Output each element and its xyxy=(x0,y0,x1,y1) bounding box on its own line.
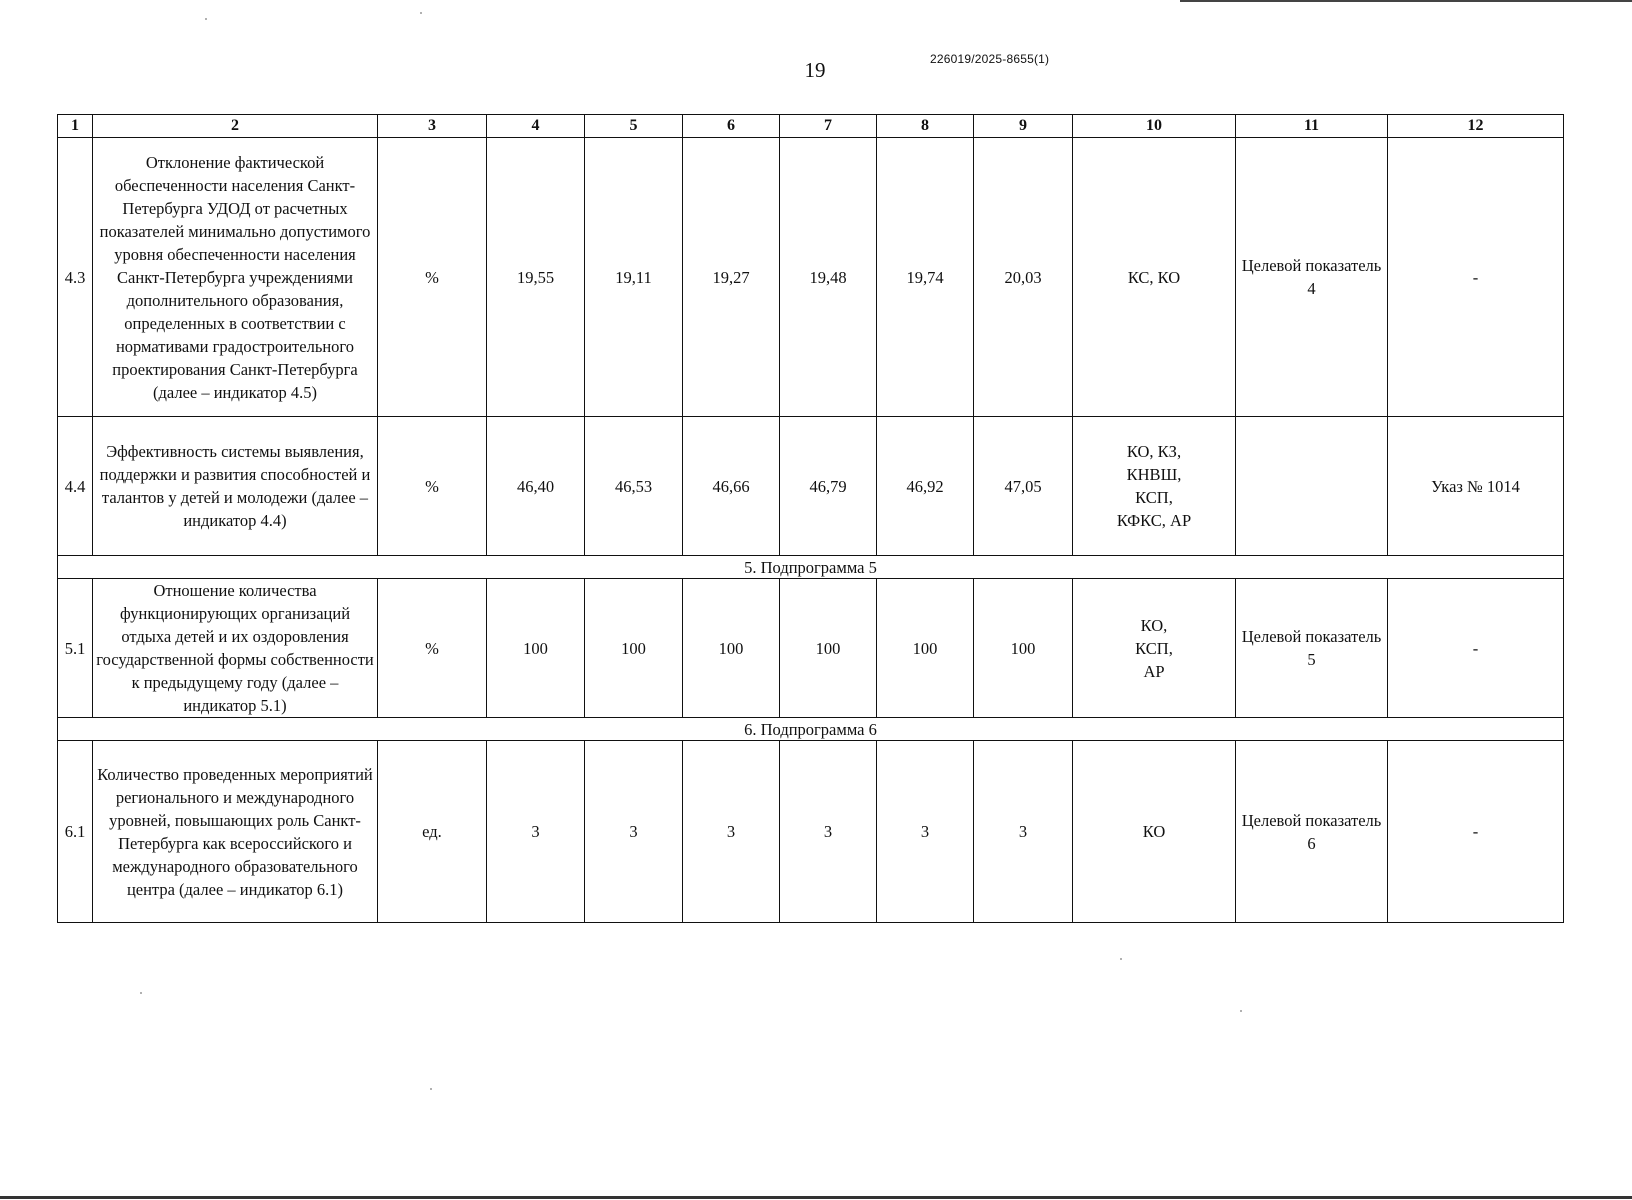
value-cell: 46,53 xyxy=(585,417,683,556)
indicators-table xyxy=(57,114,1564,923)
column-header: 9 xyxy=(974,115,1073,138)
indicator-name: Отклонение фактической обеспеченности населения Санкт-Петербурга УДОД от расчетных показателей минимально допустимого уровня обеспеченности населения Санкт-Петербурга учреждениями дополнительного образования, определенных в соответствии с нормативами градостроительного проектирования Санкт-Петербурга (далее – индикатор 4.5) xyxy=(93,138,378,417)
value-cell: 20,03 xyxy=(974,138,1073,417)
value-cell: 100 xyxy=(487,579,585,718)
value-cell: 100 xyxy=(683,579,780,718)
column-header: 10 xyxy=(1073,115,1236,138)
column-header: 11 xyxy=(1236,115,1388,138)
document-id: 226019/2025-8655(1) xyxy=(930,52,1050,66)
column-header: 12 xyxy=(1388,115,1564,138)
unit-cell: % xyxy=(378,417,487,556)
scan-speck xyxy=(430,1088,432,1090)
value-cell: 100 xyxy=(780,579,877,718)
value-cell: 46,66 xyxy=(683,417,780,556)
table-row xyxy=(58,138,1564,417)
column-header: 3 xyxy=(378,115,487,138)
basis-cell: - xyxy=(1388,138,1564,417)
value-cell: 46,92 xyxy=(877,417,974,556)
basis-cell: - xyxy=(1388,741,1564,923)
scan-speck xyxy=(205,18,207,20)
table-row xyxy=(58,579,1564,718)
indicator-name: Эффективность системы выявления, поддержки и развития способностей и талантов у детей и молодежи (далее – индикатор 4.4) xyxy=(93,417,378,556)
value-cell: 46,79 xyxy=(780,417,877,556)
table-row xyxy=(58,417,1564,556)
column-header: 8 xyxy=(877,115,974,138)
value-cell: 100 xyxy=(974,579,1073,718)
scan-speck xyxy=(140,992,142,994)
indicator-name: Количество проведенных мероприятий регионального и международного уровней, повышающих роль Санкт-Петербурга как всероссийского и международного образовательного центра (далее – индикатор 6.1) xyxy=(93,741,378,923)
column-number-header-row xyxy=(58,115,1564,138)
executors-cell: КО xyxy=(1073,741,1236,923)
section-title: 5. Подпрограмма 5 xyxy=(58,556,1564,579)
column-header: 6 xyxy=(683,115,780,138)
target-cell xyxy=(1236,417,1388,556)
section-title: 6. Подпрограмма 6 xyxy=(58,718,1564,741)
basis-cell: - xyxy=(1388,579,1564,718)
executors-cell: КС, КО xyxy=(1073,138,1236,417)
column-header: 5 xyxy=(585,115,683,138)
value-cell: 3 xyxy=(780,741,877,923)
scan-edge-bottom xyxy=(0,1196,1632,1199)
target-cell: Целевой показатель 4 xyxy=(1236,138,1388,417)
unit-cell: % xyxy=(378,579,487,718)
row-number: 4.3 xyxy=(58,138,93,417)
executors-cell: КО, КЗ, КНВШ, КСП, КФКС, АР xyxy=(1073,417,1236,556)
row-number: 4.4 xyxy=(58,417,93,556)
subprogram-section-row xyxy=(58,718,1564,741)
target-cell: Целевой показатель 6 xyxy=(1236,741,1388,923)
indicator-name: Отношение количества функционирующих организаций отдыха детей и их оздоровления государственной формы собственности к предыдущему году (далее – индикатор 5.1) xyxy=(93,579,378,718)
value-cell: 3 xyxy=(585,741,683,923)
value-cell: 19,48 xyxy=(780,138,877,417)
value-cell: 3 xyxy=(877,741,974,923)
unit-cell: % xyxy=(378,138,487,417)
value-cell: 3 xyxy=(974,741,1073,923)
value-cell: 46,40 xyxy=(487,417,585,556)
table-row xyxy=(58,741,1564,923)
page-number: 19 xyxy=(804,58,826,82)
value-cell: 3 xyxy=(487,741,585,923)
executors-cell: КО, КСП, АР xyxy=(1073,579,1236,718)
column-header: 2 xyxy=(93,115,378,138)
value-cell: 19,27 xyxy=(683,138,780,417)
target-cell: Целевой показатель 5 xyxy=(1236,579,1388,718)
scan-speck xyxy=(420,12,422,14)
scan-edge-top xyxy=(1180,0,1632,2)
column-header: 4 xyxy=(487,115,585,138)
column-header: 1 xyxy=(58,115,93,138)
scan-speck xyxy=(1120,958,1122,960)
value-cell: 19,11 xyxy=(585,138,683,417)
row-number: 6.1 xyxy=(58,741,93,923)
unit-cell: ед. xyxy=(378,741,487,923)
subprogram-section-row xyxy=(58,556,1564,579)
row-number: 5.1 xyxy=(58,579,93,718)
value-cell: 47,05 xyxy=(974,417,1073,556)
column-header: 7 xyxy=(780,115,877,138)
value-cell: 19,74 xyxy=(877,138,974,417)
value-cell: 100 xyxy=(877,579,974,718)
value-cell: 100 xyxy=(585,579,683,718)
value-cell: 19,55 xyxy=(487,138,585,417)
scan-speck xyxy=(1240,1010,1242,1012)
value-cell: 3 xyxy=(683,741,780,923)
basis-cell: Указ № 1014 xyxy=(1388,417,1564,556)
